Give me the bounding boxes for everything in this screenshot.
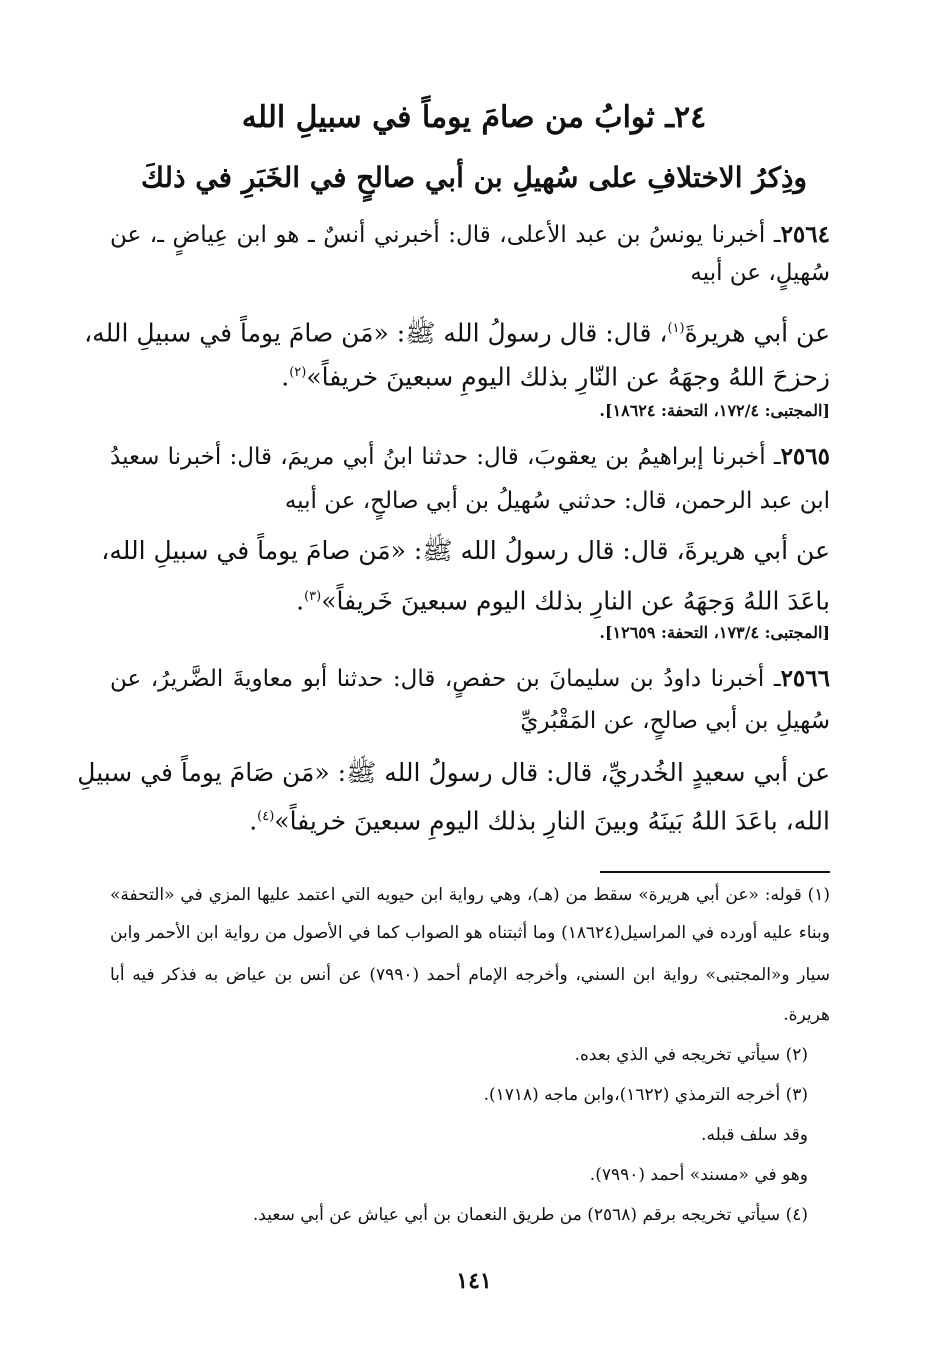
footnote-4: (٤) سيأتي تخريجه برقم (٢٥٦٨) من طريق النعمان بن أبي عياش عن أبي سعيد. [252,1205,808,1225]
footnote-marker: (٣) [304,589,322,604]
footnote-marker: (٤) [257,809,275,824]
hadith-number: ٢٥٦٤ [780,221,830,248]
matn-text: الله، باعَدَ اللهُ بَينَهُ وبينَ النارِ بذلك اليومِ سبعينَ خريفاً» [274,806,830,836]
page-number: ١٤١ [456,1268,492,1294]
chapter-subtitle: وذِكرُ الاختلافِ على سُهيلِ بن أبي صالحٍ في الخَبَرِ في ذلكَ [140,161,808,194]
matn-end: . [281,362,290,392]
footnote-1-line1: (١) قوله: «عن أبي هريرة» سقط من (هـ)، وهي رواية ابن حيويه التي اعتمد عليها المزي في «التحفة» [110,885,830,905]
isnad-text: ـ أخبرنا داودُ بن سليمانَ بن حفصٍ، قال: حدثنا أبو معاويةَ الضَّريرُ، عن [110,666,781,692]
hadith-2565-matn: عن أبي هريرةَ، قال: قال رسولُ الله ﷺ: «مَن صامَ يوماً في سبيلِ الله، [101,536,830,565]
matn-text: زحزحَ اللهُ وجهَهُ عن النّارِ بذلك اليومِ سبعينَ خريفاً» [306,362,830,392]
hadith-2565-isnad-cont: ابن عبد الرحمن، قال: حدثني سُهيلُ بن أبي صالحٍ، عن أبيه [284,488,830,514]
matn-text: ، قال: قال رسولُ الله ﷺ: «مَن صامَ يوماً في سبيلِ الله، [84,318,668,348]
matn-end: . [296,586,305,616]
hadith-number: ٢٥٦٦ [780,665,830,692]
footnote-3-line2: وقد سلف قبله. [701,1125,808,1145]
hadith-2566-matn: عن أبي سعيدٍ الخُدريِّ، قال: قال رسولُ الله ﷺ: «مَن صَامَ يوماً في سبيلِ [77,758,830,787]
hadith-2566-matn-cont [110,800,830,838]
hadith-2565-matn-cont [110,580,830,618]
isnad-text: ـ أخبرنا إبراهيمُ بن يعقوبَ، قال: حدثنا ابنُ أبي مريمَ، قال: أخبرنا سعيدُ [110,444,781,470]
footnote-2: (٢) سيأتي تخريجه في الذي بعده. [574,1045,808,1065]
hadith-2566-isnad [110,662,830,696]
footnote-1-line2: وبناء عليه أورده في المراسيل(١٨٦٢٤) وما أثبتناه هو الصواب كما في الأصول من رواية ابن الأحمر وابن [110,923,830,943]
hadith-2564-isnad-cont: سُهيلٍ، عن أبيه [690,260,830,286]
matn-text: باعَدَ اللهُ وَجهَهُ عن النارِ بذلك اليوم سبعينَ خَريفاً» [321,586,830,616]
footnote-3-line1: (٣) أخرجه الترمذي (١٦٢٢)،وابن ماجه (١٧١٨). [483,1085,808,1105]
footnote-marker: (١) [667,321,685,336]
footnote-3-line3: وهو في «مسند» أحمد (٧٩٩٠). [589,1165,808,1185]
hadith-2565-isnad [110,440,830,474]
hadith-2565-reference: [المجتبى: ١٧٣/٤، التحفة: ١٢٦٥٩]. [599,623,830,642]
footnote-1-line4: هريرة. [783,1005,830,1025]
footnote-1-line3: سيار و«المجتبى» رواية ابن السني، وأخرجه الإمام أحمد (٧٩٩٠) عن أنس بن عياض به فذكر فيه أبا [110,965,830,985]
hadith-2564-reference: [المجتبى: ١٧٢/٤، التحفة: ١٨٦٢٤]. [599,401,830,420]
chapter-title: ٢٤ـ ثوابُ من صامَ يوماً في سبيلِ الله [241,100,707,135]
hadith-2566-isnad-cont: سُهيلِ بن أبي صالحٍ، عن المَقْبُريِّ [520,708,830,734]
hadith-2564-matn-cont [110,356,830,394]
isnad-text: ـ أخبرنا يونسُ بن عبد الأعلى، قال: أخبرني أنسٌ ـ هو ابن عِياضٍ ـ، عن [110,222,781,248]
footnote-marker: (٢) [289,365,307,380]
hadith-2564-matn [84,312,830,350]
hadith-2564-isnad [110,218,830,252]
matn-text: عن أبي هريرةَ [684,318,830,348]
hadith-number: ٢٥٦٥ [780,443,830,470]
footnote-separator [600,871,830,873]
matn-end: . [249,806,258,836]
